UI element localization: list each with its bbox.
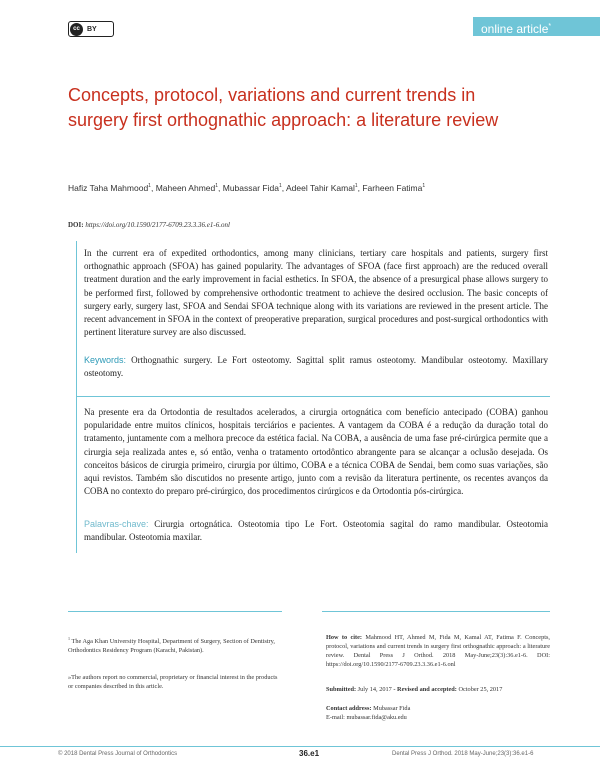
how-to-cite <box>326 633 550 669</box>
badge-prefix: online <box>481 22 514 36</box>
disclosure-footnote <box>68 673 282 691</box>
cc-license-badge <box>68 21 114 37</box>
author-affiliation-sup: 1 <box>422 183 426 190</box>
author-name: Farheen Fatima <box>362 183 423 193</box>
palavras-chave-text: Cirurgia ortognática. Osteotomia tipo Le Fort. Osteotomia sagital do ramo mandibular. Osteotomia mandibular. Osteotomia maxilar. <box>84 519 549 543</box>
article-title: Concepts, protocol, variations and current trends in surgery first orthognathic approach: a literature review <box>68 85 499 130</box>
doi-line <box>68 221 230 229</box>
email-label: E-mail: <box>326 714 345 721</box>
contact-name: Mubassar Fida <box>373 705 411 712</box>
footnote-divider-left <box>68 611 282 612</box>
keywords-text: Orthognathic surgery. Le Fort osteotomy. Sagittal split ramus osteotomy. Mandibular osteotomy. Maxillary osteotomy. <box>84 355 549 379</box>
abstract-portuguese: Na presente era da Ortodontia de resultados acelerados, a cirurgia ortognática com benefício antecipado (COBA) ganhou popularidade entre muitos clínicos, hospitais terciários e pacientes. A vantagem da COBA é a redução da duração total do tratamento, juntamente com a melhora precoce da estética facial. Na COBA, a ausência de uma fase pré-cirúrgica permite que a cirurgia seja realizada antes e, só então, venha o tratamento ortodôntico abrangente para se alcançar a oclusão desejada. Os conceitos básicos de cirurgia primeiro, cirurgia por último, COBA e a técnica COBA de Sendai, bem como suas variações, são aqui revistos. Também são discutidos no presente artigo, junto com a revisão da literatura pertinente, os recentes avanços da COBA no contexto do preparo pré-cirúrgico, dos procedimentos cirúrgicos e da Ortodontia pós-cirúrgica. <box>84 407 548 497</box>
author-list: Hafiz Taha Mahmood$^1$, Maheen Ahmed$^1$, Mubassar Fida$^1$, Adeel Tahir Kamal$^1$, Farheen Fatima$^1$ <box>68 183 426 193</box>
abstract-english: In the current era of expedited orthodontics, among many clinicians, tertiary care hospitals and patients, surgery first orthognathic approach (SFOA) has gained popularity. The advantages of SFOA (face first approach) are the reduced overall treatment duration and the early improvement in facial esthetics. In SFOA, the absence of a presurgical phase allows surgery to be performed first, followed by comprehensive orthodontic treatment to achieve the desired occlusion. The basic concepts of surgery early, surgery last, SFOA and Sendai SFOA technique along with its variations are reviewed in the present article. The recent advancement in SFOA in the context of preoperative preparation, surgical procedures and post-surgical orthodontics with pertinent literature survey are also discussed. <box>84 248 548 338</box>
footer-citation: Dental Press J Orthod. 2018 May-June;23(3):36.e1-6 <box>392 751 534 757</box>
keywords-label: Keywords: <box>84 355 127 365</box>
submission-dates <box>326 685 550 694</box>
keywords-portuguese <box>84 518 548 544</box>
author-name: Hafiz Taha Mahmood <box>68 183 149 193</box>
author-affiliation-sup: 1 <box>354 183 358 190</box>
footer-copyright: © 2018 Dental Press Journal of Orthodontics <box>58 751 178 757</box>
author-affiliation-sup: 1 <box>148 183 151 190</box>
abstract-divider <box>76 396 550 397</box>
cc-icon: cc <box>70 23 83 36</box>
page-footer-rule <box>0 746 600 747</box>
affiliation-text: The Aga Khan University Hospital, Department of Surgery, Section of Dentistry, Orthodontics Residency Program (Karachi, Pakistan). <box>68 638 275 655</box>
doi-link[interactable]: https://doi.org/10.1590/2177-6709.23.3.36.e1-6.onl <box>85 221 230 229</box>
doi-label: DOI: <box>68 221 84 229</box>
email-address[interactable]: mubassar.fida@aku.edu <box>346 714 407 721</box>
submitted-label: Submitted: <box>326 686 357 693</box>
affiliation-footnote <box>68 634 282 655</box>
keywords-english <box>84 354 548 380</box>
author-name: Maheen Ahmed <box>155 183 216 193</box>
author-name: Adeel Tahir Kamal <box>286 183 355 193</box>
submitted-date: July 14, 2017 <box>357 686 392 693</box>
contact-address <box>326 704 550 722</box>
revised-date: October 25, 2017 <box>458 686 503 693</box>
footnote-divider-right <box>322 611 550 612</box>
online-article-badge <box>473 17 600 36</box>
author-name: Mubassar Fida <box>222 183 279 193</box>
author-affiliation-sup: 1 <box>278 183 282 190</box>
cite-text: Mahmood HT, Ahmed M, Fida M, Kamal AT, Fatima F. Concepts, protocol, variations and current trends in surgery first orthognathic approach: a literature review. Dental Press J Orthod. 2018 May-June;23(3):36.e1-6. DOI: https://doi.org/10.1590/2177-6709.23.3.36.e1-6.onl <box>326 634 551 668</box>
resumo-box-border <box>76 396 77 553</box>
page-number: 36.e1 <box>299 749 320 758</box>
palavras-chave-label: Palavras-chave: <box>84 519 149 529</box>
license-by-label: BY <box>87 25 97 33</box>
cite-label: How to cite: <box>326 634 363 641</box>
disclosure-mark: » <box>68 674 72 681</box>
disclosure-text: The authors report no commercial, proprietary or financial interest in the products or companies described in this article. <box>68 674 278 690</box>
badge-star: * <box>548 23 552 30</box>
contact-label: Contact address: <box>326 705 372 712</box>
badge-word: article <box>516 22 549 36</box>
affiliation-sup: 1 <box>68 636 70 641</box>
author-affiliation-sup: 1 <box>215 183 219 190</box>
abstract-box-border <box>76 241 77 396</box>
revised-label: - Revised and accepted: <box>393 686 457 693</box>
